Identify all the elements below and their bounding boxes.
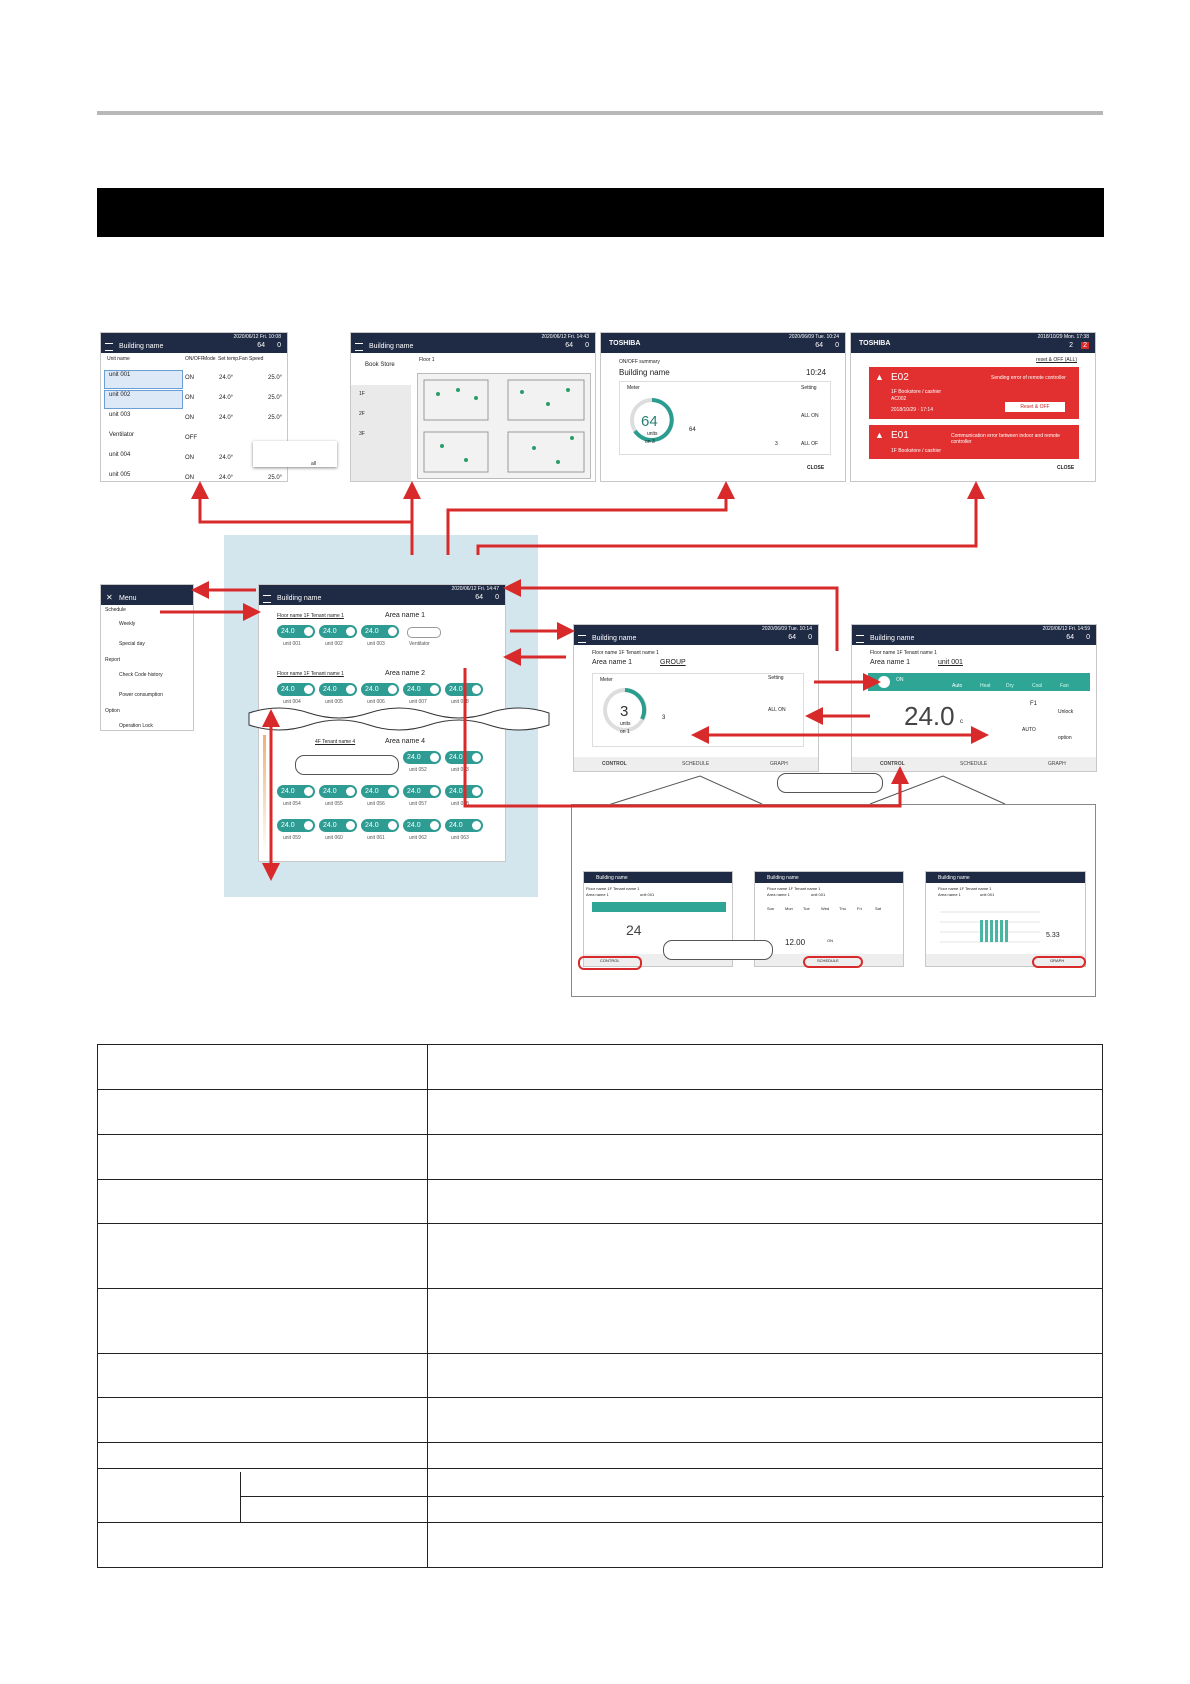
tab-graph[interactable]: GRAPH: [1048, 761, 1066, 767]
header-title: Building name: [369, 343, 414, 350]
unit-count: 64: [257, 342, 265, 349]
reset-all-link[interactable]: reset & OFF (ALL): [1036, 357, 1077, 363]
mini-area: Area name 1: [938, 892, 961, 897]
unit-temp: 24.0: [365, 686, 379, 693]
mini-unit: unit 001: [811, 892, 826, 897]
table-row-line: [98, 1288, 1102, 1289]
table-row-line: [98, 1089, 1102, 1090]
unit-temp: 24.0: [365, 628, 379, 635]
unit-count: 64: [1066, 634, 1074, 641]
mini-title: Building name: [767, 875, 799, 881]
unit-temp: 24.0: [407, 788, 421, 795]
col-fan: Fan Speed: [239, 356, 264, 362]
breadcrumb-unit[interactable]: unit 001: [938, 659, 963, 666]
alarm-location: 1F Bookstore / cashier: [891, 389, 942, 395]
popup-all[interactable]: all: [311, 461, 317, 467]
unit-temp: 24.0: [449, 754, 463, 761]
meter-units: units: [620, 721, 631, 727]
alarm-text: Sending error of remote controller: [991, 375, 1066, 381]
table-row-line: [98, 1179, 1102, 1180]
mode-cool[interactable]: Cool: [1032, 683, 1043, 689]
temp-unit: c: [960, 719, 963, 725]
set-temperature: 24.0: [904, 701, 955, 731]
unit-temp: 24.0: [323, 686, 337, 693]
unit-label: unit 058: [451, 801, 469, 807]
mini-unit: unit 001: [980, 892, 995, 897]
mini-unit: unit 001: [640, 892, 655, 897]
unit-count: 64: [475, 594, 483, 601]
mini-area: Area name 1: [767, 892, 790, 897]
alarm-count: 0: [277, 342, 281, 349]
mini-title: Building name: [596, 875, 628, 881]
floor-label: Floor 1: [419, 357, 435, 363]
unit-label: unit 053: [451, 767, 469, 773]
header-title: Building name: [592, 635, 637, 642]
unit-temp: 24.0: [449, 686, 463, 693]
unit-temp: 24.0: [323, 822, 337, 829]
unit-temp: 24.0: [407, 754, 421, 761]
mini-floor: Floor name 1F Tenant name 1: [586, 886, 640, 891]
breadcrumb-area: Area name 1: [870, 659, 911, 666]
header-title: Building name: [119, 343, 164, 350]
header-title: Building name: [277, 595, 322, 602]
table-row-line: [98, 1468, 1102, 1469]
unit-temp: 24.0: [449, 822, 463, 829]
alarm-text: Communication error between indoor and remote controller: [951, 433, 1060, 445]
day-label: Wed: [821, 906, 830, 911]
alarm-count: 2: [1083, 342, 1087, 349]
unit-temp: 24.0: [281, 628, 295, 635]
close-button[interactable]: CLOSE: [1057, 465, 1075, 471]
row-set: 24.0°: [219, 475, 234, 481]
tab-control[interactable]: CONTROL: [600, 958, 620, 963]
table-row-line: [98, 1134, 1102, 1135]
day-label: Tue: [803, 906, 810, 911]
area-name: Area name 1: [385, 612, 426, 619]
brand-logo: TOSHIBA: [609, 340, 641, 347]
menu-item-weekly[interactable]: Weekly: [119, 621, 136, 627]
unit-temp: 24.0: [281, 788, 295, 795]
row-state: ON: [185, 455, 194, 461]
area-name: Area name 4: [385, 738, 426, 745]
meter-on: on 3: [645, 439, 655, 445]
table-row-line: [98, 1522, 1102, 1523]
row-set: 24.0°: [219, 395, 234, 401]
table-row-line: [98, 1397, 1102, 1398]
area-floor-link[interactable]: 4F Tenant name 4: [315, 739, 356, 745]
graph-value: 5.33: [1046, 932, 1060, 939]
summary-time: 10:24: [806, 368, 827, 377]
close-icon[interactable]: ✕: [106, 593, 113, 602]
mode-value: 3: [662, 715, 666, 721]
menu-section: Schedule: [105, 607, 126, 613]
alarm-code: E02: [891, 372, 909, 383]
row-state: ON: [185, 395, 194, 401]
tab-schedule[interactable]: SCHEDULE: [960, 761, 988, 767]
meter-label: Meter: [627, 385, 640, 391]
breadcrumb-floor: Floor name 1F Tenant name 1: [870, 650, 937, 656]
floor-item[interactable]: 2F: [359, 411, 365, 417]
col-onoff: ON/OFF: [185, 356, 204, 362]
header-title: Building name: [870, 635, 915, 642]
table-row-line: [98, 1223, 1102, 1224]
menu-section: Option: [105, 708, 120, 714]
unit-temp: 24.0: [281, 686, 295, 693]
unit-label: unit 006: [367, 699, 385, 705]
alarm-location: 1F Bookstore / cashier: [891, 448, 942, 454]
unit-label: unit 063: [451, 835, 469, 841]
setting-button[interactable]: Setting: [768, 675, 784, 681]
area-floor-link[interactable]: Floor name 1F Tenant name 1: [277, 613, 344, 619]
meter-value: 3: [620, 703, 629, 720]
header-datetime: 2020/06/12 Fri. 14:43: [541, 334, 589, 340]
unit-label: unit 008: [451, 699, 469, 705]
row-state: ON: [185, 375, 194, 381]
unit-label: unit 056: [367, 801, 385, 807]
unit-temp: 24.0: [407, 686, 421, 693]
schedule-on: ON: [827, 938, 833, 943]
unit-count: 2: [1069, 342, 1073, 349]
row-state: ON: [185, 475, 194, 481]
unit-temp: 24.0: [323, 628, 337, 635]
schedule-time: 12.00: [785, 938, 806, 947]
unit-label: unit 061: [367, 835, 385, 841]
alarm-unit: AC002: [891, 396, 907, 402]
row-set: 24.0°: [219, 375, 234, 381]
meter-units: units: [647, 431, 658, 437]
menu-item-checkcode[interactable]: Check Code history: [119, 672, 163, 678]
day-label: Thu: [839, 906, 846, 911]
menu-title: Menu: [119, 595, 137, 602]
unit-label: unit 059: [283, 835, 301, 841]
mini-floor: Floor name 1F Tenant name 1: [767, 886, 821, 891]
mode-fan[interactable]: Fan: [1060, 683, 1069, 689]
unit-temp: 24.0: [281, 822, 295, 829]
row-ctrl: 25.0°: [268, 395, 283, 401]
unit-label: unit 057: [409, 801, 427, 807]
row-ctrl: 25.0°: [268, 475, 283, 481]
day-label: Sun: [767, 906, 775, 911]
summary-subtitle: ON/OFF summary: [619, 359, 660, 365]
row-state: OFF: [185, 435, 197, 441]
col-mode: Mode: [203, 356, 216, 362]
alarm-count: 0: [585, 342, 589, 349]
unit-temp: 24.0: [365, 788, 379, 795]
header-datetime: 2020/06/12 Fri. 14:59: [1042, 626, 1090, 632]
brand-logo: TOSHIBA: [859, 340, 891, 347]
setting-button[interactable]: Setting: [801, 385, 817, 391]
unit-label: Ventilator: [409, 641, 430, 647]
header-datetime: 2018/10/29 Mon. 17:38: [1037, 334, 1089, 340]
menu-item-power[interactable]: Power consumption: [119, 692, 163, 698]
day-label: Sat: [875, 906, 882, 911]
warning-icon: ▲: [875, 430, 884, 440]
alarm-count: 0: [495, 594, 499, 601]
mode-heat[interactable]: Heat: [980, 683, 991, 689]
unit-count: 64: [565, 342, 573, 349]
breadcrumb-floor: Floor name 1F Tenant name 1: [592, 650, 659, 656]
mini-title: Building name: [938, 875, 970, 881]
unit-label: unit 054: [283, 801, 301, 807]
meter-value: 64: [641, 413, 658, 430]
table-row-line: [98, 1442, 1102, 1443]
header-datetime: 2020/06/09 Tue. 10:14: [761, 626, 812, 632]
tab-schedule[interactable]: SCHEDULE: [817, 958, 839, 963]
tab-graph[interactable]: GRAPH: [1050, 958, 1065, 963]
mode-value: 64: [689, 427, 696, 433]
unit-label: unit 055: [325, 801, 343, 807]
unit-label: unit 002: [325, 641, 343, 647]
row-set: 24.0°: [219, 415, 234, 421]
row-ctrl: 25.0°: [268, 375, 283, 381]
unit-label: unit 004: [283, 699, 301, 705]
floor-item[interactable]: 3F: [359, 431, 365, 437]
option-button[interactable]: option: [1058, 735, 1072, 741]
reset-off-button[interactable]: Reset & OFF: [1005, 402, 1065, 412]
all-on-button[interactable]: ALL ON: [801, 413, 819, 419]
col-set-temp: Set temp.: [218, 356, 240, 362]
row-set: 24.0°: [219, 455, 234, 461]
all-off-button[interactable]: ALL OF: [801, 441, 819, 447]
warning-icon: ▲: [875, 372, 884, 382]
unit-count: 64: [788, 634, 796, 641]
table-divider: [427, 1045, 428, 1567]
alarm-count: 0: [1086, 634, 1090, 641]
table-row-line: [98, 1353, 1102, 1354]
count-three: 3: [775, 441, 778, 447]
unit-label: unit 060: [325, 835, 343, 841]
menu-item-special[interactable]: Special day: [119, 641, 145, 647]
unit-temp: 24.0: [449, 788, 463, 795]
table-divider: [240, 1472, 241, 1523]
day-label: Fri: [857, 906, 862, 911]
mode-auto[interactable]: Auto: [952, 683, 963, 689]
menu-section: Report: [105, 657, 121, 663]
unit-label: unit 007: [409, 699, 427, 705]
unit-label: unit 005: [325, 699, 343, 705]
day-label: Mon: [785, 906, 793, 911]
summary-building: Building name: [619, 368, 670, 377]
mini-area: Area name 1: [586, 892, 609, 897]
tab-schedule[interactable]: SCHEDULE: [682, 761, 710, 767]
row-name: unit 004: [109, 452, 131, 458]
area-floor-link[interactable]: Floor name 1F Tenant name 1: [277, 671, 344, 677]
mini-floor: Floor name 1F Tenant name 1: [938, 886, 992, 891]
description-table: [97, 1044, 1103, 1568]
row-name: unit 003: [109, 412, 131, 418]
col-unit-name: Unit name: [107, 356, 130, 362]
unit-temp: 24.0: [365, 822, 379, 829]
row-name: unit 005: [109, 472, 131, 478]
close-button[interactable]: CLOSE: [807, 465, 825, 471]
meter-on: on 1: [620, 729, 630, 735]
row-ctrl: 25.0°: [268, 415, 283, 421]
meter-label: Meter: [600, 677, 613, 683]
alarm-count: 0: [808, 634, 812, 641]
mode-dry[interactable]: Dry: [1006, 683, 1014, 689]
unit-temp: 24.0: [323, 788, 337, 795]
header-datetime: 2020/06/09 Tue. 10:24: [788, 334, 839, 340]
unit-label: unit 003: [367, 641, 385, 647]
unit-label: unit 052: [409, 767, 427, 773]
unlock-button[interactable]: Unlock: [1058, 709, 1074, 715]
unit-temp: 24.0: [407, 822, 421, 829]
menu-item-oplock[interactable]: Operation Lock: [119, 723, 153, 729]
row-name: unit 002: [109, 392, 131, 398]
unit-label: unit 001: [283, 641, 301, 647]
unit-count: 64: [815, 342, 823, 349]
tab-control[interactable]: CONTROL: [880, 761, 905, 767]
row-name: Ventilator: [109, 432, 135, 438]
area-name: Area name 2: [385, 670, 426, 677]
louver-auto[interactable]: AUTO: [1022, 727, 1036, 733]
table-row-line: [240, 1496, 1104, 1497]
store-name: Book Store: [365, 362, 395, 368]
alarm-count: 0: [835, 342, 839, 349]
breadcrumb-group[interactable]: GROUP: [660, 659, 686, 666]
tab-graph[interactable]: GRAPH: [770, 761, 788, 767]
fan-speed[interactable]: F1: [1030, 701, 1038, 707]
mini-temp: 24: [626, 922, 642, 938]
header-datetime: 2020/06/12 Fri. 10:08: [233, 334, 281, 340]
floor-item[interactable]: 1F: [359, 391, 365, 397]
all-on-button[interactable]: ALL ON: [768, 707, 786, 713]
alarm-time: 2018/10/29 · 17:14: [891, 407, 933, 413]
unit-label: unit 062: [409, 835, 427, 841]
power-state: ON: [896, 677, 904, 683]
row-name: unit 001: [109, 372, 131, 378]
alarm-code: E01: [891, 430, 909, 441]
header-datetime: 2020/06/12 Fri. 14:47: [451, 586, 499, 592]
row-state: ON: [185, 415, 194, 421]
breadcrumb-area: Area name 1: [592, 659, 633, 666]
tab-control[interactable]: CONTROL: [602, 761, 627, 767]
